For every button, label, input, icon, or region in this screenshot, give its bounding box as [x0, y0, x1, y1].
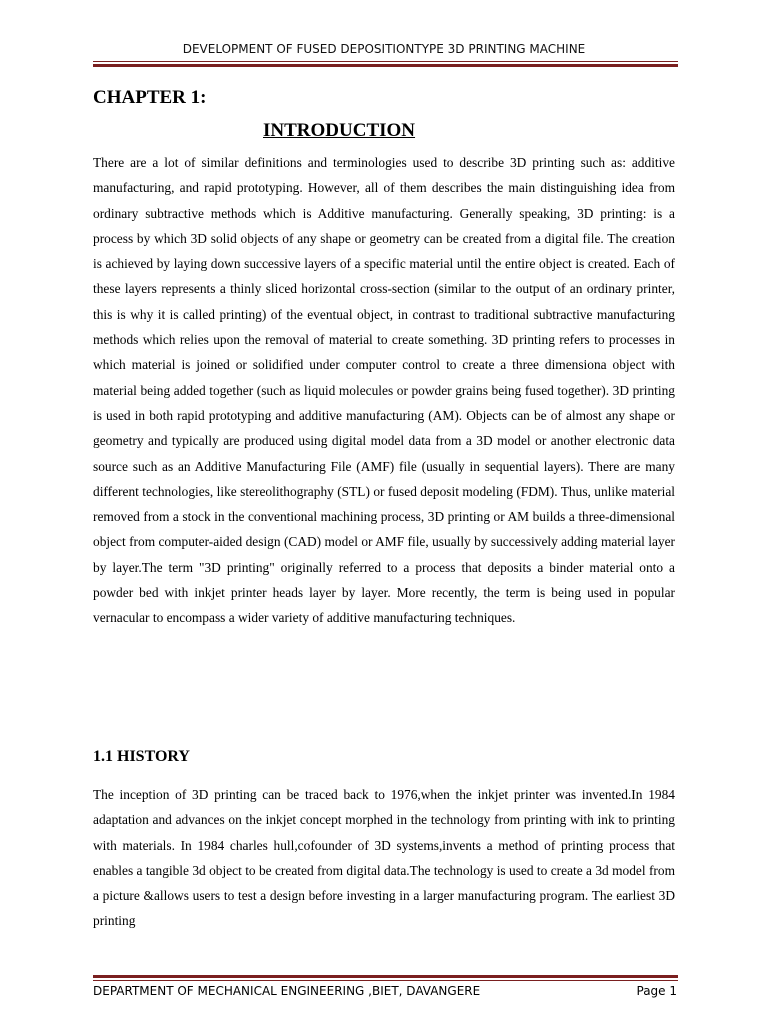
footer-department: DEPARTMENT OF MECHANICAL ENGINEERING ,BIET, DAVANGERE: [93, 984, 481, 998]
section-heading-history: 1.1 HISTORY: [93, 748, 190, 765]
chapter-label: CHAPTER 1:: [93, 87, 207, 108]
running-header: DEVELOPMENT OF FUSED DEPOSITIONTYPE 3D PRINTING MACHINE: [182, 42, 586, 56]
introduction-paragraph: There are a lot of similar definitions and terminologies used to describe 3D printing such as: additive manufacturing, and rapid prototyping. However, all of them describes the main distinguishing idea from ordinary subtractive methods which is Additive manufacturing. Generally speaking, 3D printing: is a process by which 3D solid objects of any shape or geometry can be created from a digital file. The creation is achieved by laying down successive layers of a specific material until the entire object is created. Each of these layers represents a thinly sliced horizontal cross-section (similar to the output of an ordinary printer, this is why it is called printing) of the eventual object, in contrast to traditional subtractive manufacturing methods which relies upon the removal of material to create something. 3D printing refers to processes in which material is joined or solidified under computer control to create a three dimensiona object with material being added together (such as liquid molecules or powder grains being fused together). 3D printing is used in both rapid prototyping and additive manufacturing (AM). Objects can be of almost any shape or geometry and typically are produced using digital model data from a 3D model or another electronic data source such as an Additive Manufacturing File (AMF) file (usually in sequential layers). There are many different technologies, like stereolithography (STL) or fused deposit modeling (FDM). Thus, unlike material removed from a stock in the conventional machining process, 3D printing or AM builds a three-dimensional object from computer-aided design (CAD) model or AMF file, usually by successively adding material layer by layer.The term "3D printing" originally referred to a process that deposits a binder material onto a powder bed with inkjet printer heads layer by layer. More recently, the term is being used in popular vernacular to encompass a wider variety of additive manufacturing techniques.: [93, 155, 675, 626]
header-rule-thin: [93, 61, 678, 62]
page-number: Page 1: [636, 984, 677, 998]
chapter-title: INTRODUCTION: [263, 120, 416, 141]
footer-rule-thin: [93, 980, 678, 981]
footer-rule-thick: [93, 975, 678, 978]
header-rule-thick: [93, 64, 678, 67]
history-paragraph: The inception of 3D printing can be traced back to 1976,when the inkjet printer was invented.In 1984 adaptation and advances on the inkjet concept morphed in the technology from printing with ink to printing with materials. In 1984 charles hull,cofounder of 3D systems,invents a method of printing process that enables a tangible 3d object to be created from digital data.The technology is used to create a 3d model from a picture &allows users to test a design before investing in a larger manufacturing program. The earliest 3D printing: [93, 787, 675, 929]
